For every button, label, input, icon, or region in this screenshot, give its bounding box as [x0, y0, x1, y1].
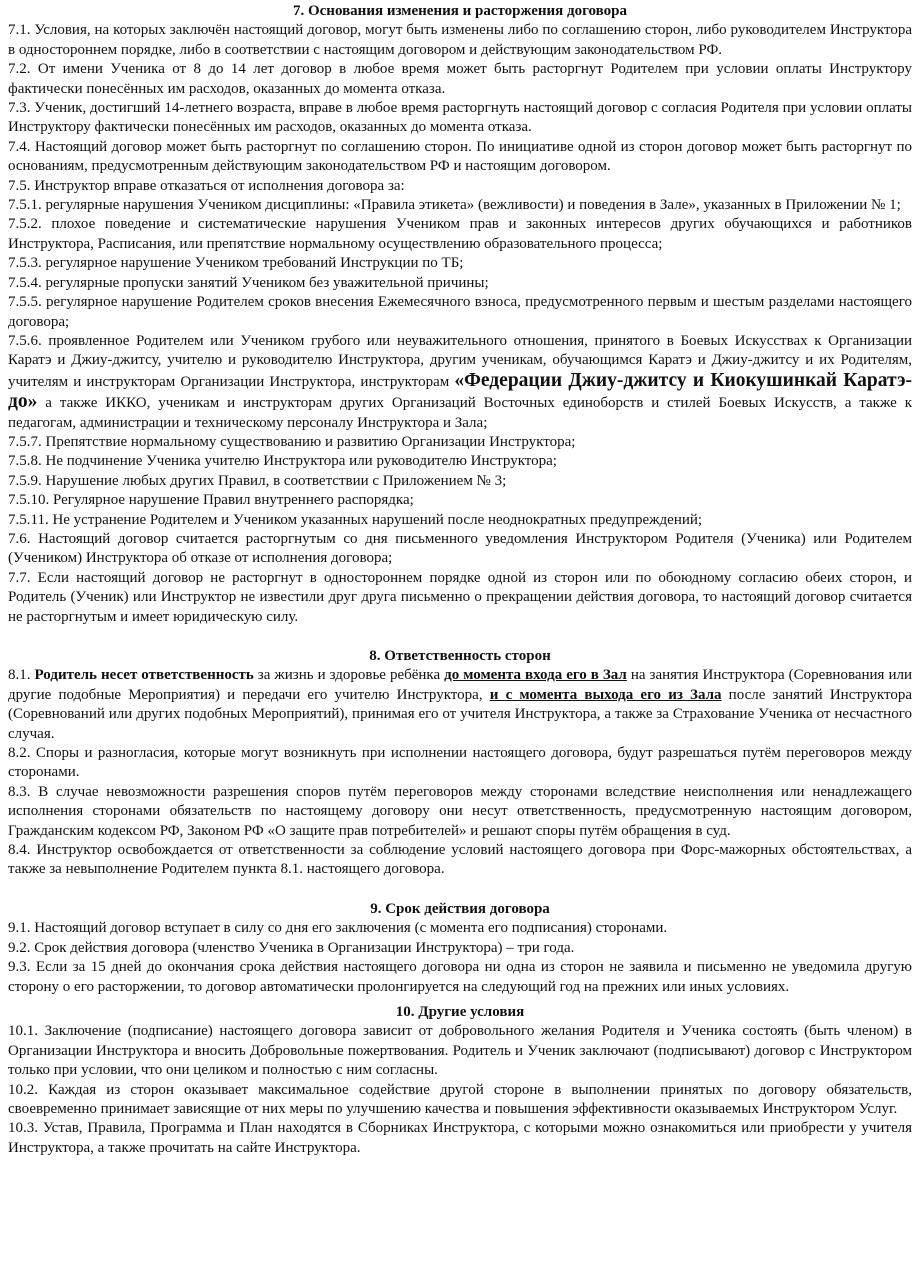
clause-7-5-8: 7.5.8. Не подчинение Ученика учителю Инструктора или руководителю Инструктора; — [8, 453, 557, 470]
clause-7-1: 7.1. Условия, на которых заключён настоящий договор, могут быть изменены либо по соглашению сторон, либо руководителем Инструктора в одностороннем порядке, либо в соответствии с настоящим договором и действующим законодательством РФ. — [8, 22, 912, 58]
clause-7-5-6-text: 7.5.6. проявленное Родителем или Учеником грубого или неуважительного отношения, принятого в Боевых Искусствах к Организации Каратэ и Джиу-джитсу, учителю и руководителю Инструктора, другим ученикам, обучающимся Каратэ и Джиу-джитсу и их Родителям, учителям и инструкторам Организации Инструктора, инструкторам — [8, 332, 912, 390]
clause-8-2: 8.2. Споры и разногласия, которые могут возникнуть при исполнении настоящего договора, будут разрешаться путём переговоров между сторонами. — [8, 745, 912, 781]
clause-7-5-7: 7.5.7. Препятствие нормальному существованию и развитию Организации Инструктора; — [8, 433, 576, 450]
clause-7-5-6 — [8, 332, 912, 433]
clause-7-5: 7.5. Инструктор вправе отказаться от исполнения договора за: — [8, 177, 405, 194]
clause-8-1-underline-entry: до момента входа его в Зал — [444, 667, 627, 684]
clause-7-5-5: 7.5.5. регулярное нарушение Родителем сроков внесения Ежемесячного взноса, предусмотренного первым и шестым разделами настоящего договора; — [8, 294, 912, 330]
clause-10-1: 10.1. Заключение (подписание) настоящего договора зависит от добровольного желания Родителя и Ученика состоять (быть членом) в Организации Инструктора и вносить Добровольные пожертвования. Родитель и Ученик заключают (подписывают) договор с Инструктором только при условии, что они целиком и полностью с ним согласны. — [8, 1023, 912, 1079]
clause-7-5-4: 7.5.4. регулярные пропуски занятий Учеником без уважительной причины; — [8, 274, 489, 291]
section-9-heading: 9. Срок действия договора — [370, 900, 550, 917]
clause-8-3: 8.3. В случае невозможности разрешения споров путём переговоров между сторонами вследствие неисполнения или ненадлежащего исполнения сторонами обязательств по настоящему договору они несут ответственность, предусмотренную настоящим договором, Гражданским кодексом РФ, Законом РФ «О защите прав потребителей» и решают споры путём обращения в суд. — [8, 783, 912, 839]
clause-8-1 — [8, 666, 912, 744]
clause-7-6: 7.6. Настоящий договор считается расторгнутым со дня письменного уведомления Инструктором Родителя (Ученика) или Родителем (Учеником) Инструктора об отказе от исполнения договора; — [8, 530, 912, 567]
clause-7-5-3: 7.5.3. регулярное нарушение Учеником требований Инструкции по ТБ; — [8, 255, 464, 272]
clause-9-2: 9.2. Срок действия договора (членство Ученика в Организации Инструктора) – три года. — [8, 939, 575, 956]
clause-7-5-9: 7.5.9. Нарушение любых других Правил, в соответствии с Приложением № 3; — [8, 472, 507, 489]
clause-8-4: 8.4. Инструктор освобождается от ответственности за соблюдение условий настоящего договора при Форс-мажорных обстоятельствах, а также за невыполнение Родителем пункта 8.1. настоящего договора. — [8, 842, 912, 878]
clause-8-1-text-c: после занятий Инструктора (Соревнований или других подобных Мероприятий), принимая его от учителя Инструктора, а также за Страхование Ученика от несчастного случая. — [8, 686, 913, 742]
clause-8-1-text-b: на занятия Инструктора (Соревнования или другие подобные Мероприятия) и передачи его учителю Инструктора, — [8, 667, 912, 703]
clause-10-3: 10.3. Устав, Правила, Программа и План находятся в Сборниках Инструктора, с которыми можно ознакомиться или приобрести у учителя Инструктора, а также прочитать на сайте Инструктора. — [8, 1120, 912, 1156]
section-7-heading: 7. Основания изменения и расторжения договора — [292, 3, 627, 19]
clause-8-1-text-a: за жизнь и здоровье ребёнка — [253, 667, 445, 684]
clause-7-5-11: 7.5.11. Не устранение Родителем и Учеником указанных нарушений после неоднократных предупреждений; — [8, 511, 703, 528]
clause-7-4: 7.4. Настоящий договор может быть расторгнут по соглашению сторон. По инициативе одной из сторон договор может быть расторгнут по основаниям, предусмотренным действующим законодательством РФ и настоящим договором. — [8, 138, 912, 175]
clause-7-5-10: 7.5.10. Регулярное нарушение Правил внутреннего распорядка; — [8, 492, 414, 509]
clause-9-3: 9.3. Если за 15 дней до окончания срока действия настоящего договора ни одна из сторон не заявила и письменно не уведомила другую сторону о его расторжении, то договор автоматически пролонгируется на следующий год на прежних или иных условиях. — [8, 959, 912, 995]
clause-7-5-1: 7.5.1. регулярные нарушения Учеником дисциплины: «Правила этикета» (вежливости) и поведения в Зале», указанных в Приложении № 1; — [8, 197, 901, 214]
clause-8-1-bold-lead: Родитель несет ответственность — [34, 667, 254, 684]
clause-9-1: 9.1. Настоящий договор вступает в силу со дня его заключения (с момента его подписания) сторонами. — [8, 920, 668, 937]
clause-8-1-underline-exit: и с момента выхода его из Зала — [489, 686, 722, 703]
clause-7-5-2: 7.5.2. плохое поведение и систематические нарушения Учеником прав и законных интересов других обучающихся и работников Инструктора, Расписания, или препятствие нормальному осуществлению образовательного процесса; — [8, 216, 912, 252]
clause-8-1-number: 8.1. — [8, 667, 35, 684]
federation-name-emphasis: «Федерации Джиу-джитсу и Киокушинкай Каратэ-до» — [8, 369, 912, 413]
clause-7-7: 7.7. Если настоящий договор не расторгнут в одностороннем порядке одной из сторон или по обоюдному согласию обеих сторон, и Родитель (Ученик) или Инструктор не известили друг друга письменно о прекращении действия договора, то настоящий договор считается не расторгнутым и имеет юридическую силу. — [8, 569, 912, 625]
section-10-heading: 10. Другие условия — [395, 1003, 525, 1020]
clause-7-5-6-text-end: а также ИККО, ученикам и инструкторам других Организаций Восточных единоборств и стилей Боевых Искусств, а также к педагогам, администрации и техническому персоналу Инструктора и Зала; — [8, 395, 912, 431]
clause-7-3: 7.3. Ученик, достигший 14-летнего возраста, вправе в любое время расторгнуть настоящий договор с согласия Родителя при условии оплаты Инструктору фактически понесённых им расходов, оказанных до момента отказа. — [8, 100, 912, 136]
clause-7-2: 7.2. От имени Ученика от 8 до 14 лет договор в любое время может быть расторгнут Родителем при условии оплаты Инструктору фактически понесённых им расходов, оказанных до момента отказа. — [8, 61, 912, 97]
clause-10-2: 10.2. Каждая из сторон оказывает максимальное содействие другой стороне в выполнении принятых по договору обязательств, своевременно принимает зависящие от них меры по улучшению качества и повышения эффективности оказываемых Инструктором Услуг. — [8, 1081, 912, 1117]
section-8-heading: 8. Ответственность сторон — [369, 648, 551, 664]
